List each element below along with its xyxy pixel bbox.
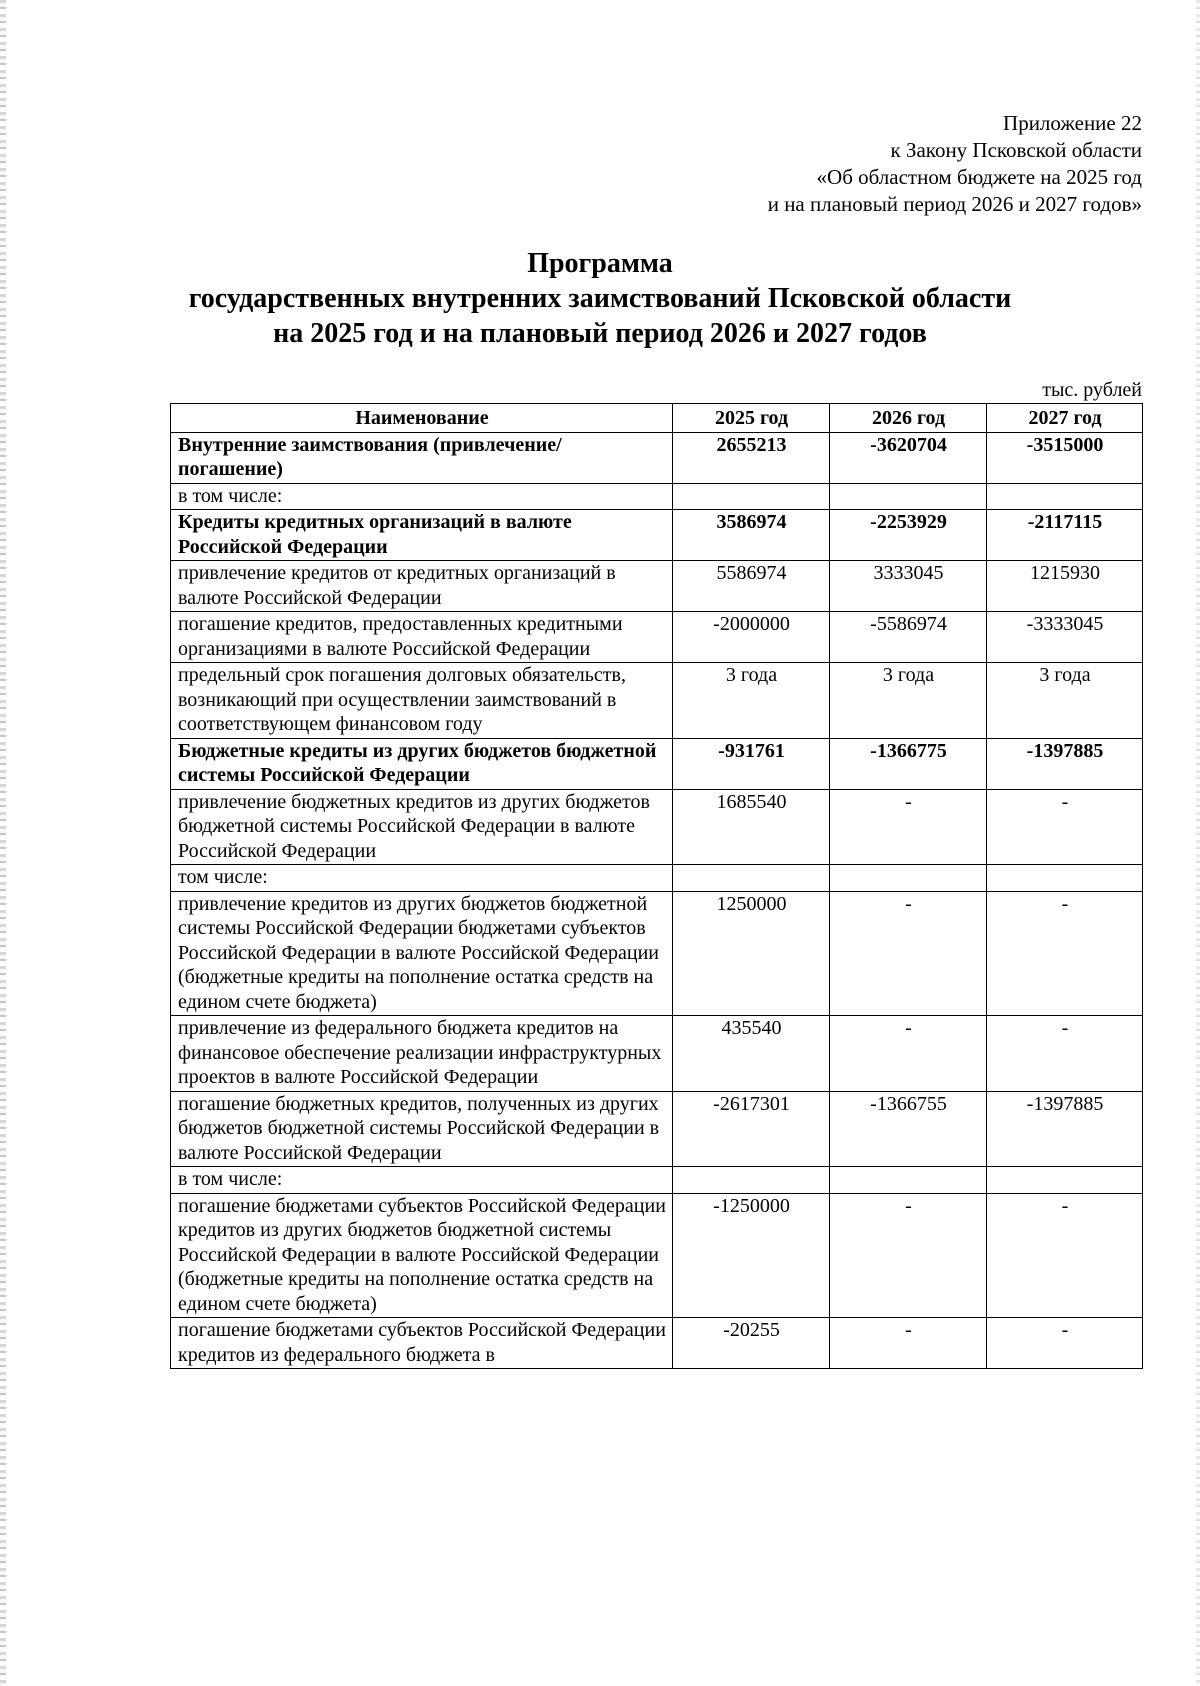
table-row: [171, 510, 1143, 561]
row-value-2026: -: [830, 891, 987, 1016]
row-value-2026: -: [830, 789, 987, 865]
row-value-2027: -3515000: [987, 432, 1143, 483]
row-value-2025: 2655213: [673, 432, 830, 483]
row-value-2026: [830, 1167, 987, 1194]
row-value-2027: -2117115: [987, 510, 1143, 561]
row-value-2026: -3620704: [830, 432, 987, 483]
row-name-cell: погашение бюджетами субъектов Российской Федерации кредитов из других бюджетов бюджетной системы Российской Федерации в валюте Российской Федерации (бюджетные кредиты на пополнение остатка средств на едином счете бюджета): [171, 1193, 673, 1318]
row-value-2027: [987, 483, 1143, 510]
table-row: [171, 483, 1143, 510]
row-value-2025: 5586974: [673, 561, 830, 612]
row-value-2025: -1250000: [673, 1193, 830, 1318]
table-row: [171, 1016, 1143, 1092]
document-title: [0, 246, 1200, 351]
row-value-2025: 3 года: [673, 663, 830, 739]
row-name-cell: Кредиты кредитных организаций в валюте Российской Федерации: [171, 510, 673, 561]
row-name-cell: погашение кредитов, предоставленных кредитными организациями в валюте Российской Федерации: [171, 612, 673, 663]
row-value-2026: -2253929: [830, 510, 987, 561]
table-row: [171, 1091, 1143, 1167]
row-name-cell: в том числе:: [171, 483, 673, 510]
row-value-2026: -5586974: [830, 612, 987, 663]
table-row: [171, 891, 1143, 1016]
row-name-cell: Внутренние заимствования (привлечение/погашение): [171, 432, 673, 483]
row-name-cell: предельный срок погашения долговых обязательств, возникающий при осуществлении заимствований в соответствующем финансовом году: [171, 663, 673, 739]
title-line: государственных внутренних заимствований Псковской области: [188, 283, 1012, 314]
row-value-2025: -2617301: [673, 1091, 830, 1167]
row-name-cell: в том числе:: [171, 1167, 673, 1194]
table-row: [171, 1318, 1143, 1369]
table-row: [171, 663, 1143, 739]
table-row: [171, 561, 1143, 612]
row-name-cell: погашение бюджетных кредитов, полученных из других бюджетов бюджетной системы Российской Федерации в валюте Российской Федерации: [171, 1091, 673, 1167]
header-2026: 2026 год: [830, 404, 987, 433]
row-value-2025: -20255: [673, 1318, 830, 1369]
row-value-2027: -: [987, 1016, 1143, 1092]
units-label: тыс. рублей: [1042, 379, 1142, 401]
row-value-2027: [987, 865, 1143, 892]
table-row: [171, 789, 1143, 865]
table-header-row: [171, 404, 1143, 433]
table-row: [171, 1193, 1143, 1318]
row-value-2026: 3333045: [830, 561, 987, 612]
row-value-2025: [673, 1167, 830, 1194]
row-value-2026: -1366775: [830, 738, 987, 789]
row-value-2025: 435540: [673, 1016, 830, 1092]
title-line: Программа: [527, 248, 673, 279]
row-name-cell: Бюджетные кредиты из других бюджетов бюджетной системы Российской Федерации: [171, 738, 673, 789]
row-value-2026: -: [830, 1016, 987, 1092]
row-value-2027: -: [987, 1318, 1143, 1369]
table-row: [171, 865, 1143, 892]
appendix-line: к Закону Псковской области: [890, 138, 1142, 162]
row-value-2027: 1215930: [987, 561, 1143, 612]
row-value-2027: -3333045: [987, 612, 1143, 663]
appendix-line: Приложение 22: [1003, 111, 1142, 135]
borrowing-program-table: [170, 403, 1143, 1369]
row-value-2026: -1366755: [830, 1091, 987, 1167]
table-body: [171, 432, 1143, 1369]
row-value-2025: -931761: [673, 738, 830, 789]
row-value-2025: 3586974: [673, 510, 830, 561]
row-name-cell: погашение бюджетами субъектов Российской Федерации кредитов из федерального бюджета в: [171, 1318, 673, 1369]
row-name-cell: привлечение кредитов от кредитных организаций в валюте Российской Федерации: [171, 561, 673, 612]
row-value-2026: [830, 483, 987, 510]
row-value-2025: [673, 865, 830, 892]
table-row: [171, 1167, 1143, 1194]
row-value-2025: 1250000: [673, 891, 830, 1016]
row-value-2027: 3 года: [987, 663, 1143, 739]
header-2025: 2025 год: [673, 404, 830, 433]
row-value-2025: 1685540: [673, 789, 830, 865]
appendix-line: и на плановый период 2026 и 2027 годов»: [767, 192, 1142, 216]
title-line: на 2025 год и на плановый период 2026 и 2027 годов: [273, 318, 927, 349]
table-row: [171, 738, 1143, 789]
row-value-2026: -: [830, 1318, 987, 1369]
table-row: [171, 432, 1143, 483]
row-value-2025: [673, 483, 830, 510]
row-value-2027: [987, 1167, 1143, 1194]
row-name-cell: привлечение из федерального бюджета кредитов на финансовое обеспечение реализации инфраструктурных проектов в валюте Российской Федерации: [171, 1016, 673, 1092]
row-name-cell: том числе:: [171, 865, 673, 892]
header-2027: 2027 год: [987, 404, 1143, 433]
row-value-2027: -: [987, 891, 1143, 1016]
row-value-2026: [830, 865, 987, 892]
row-value-2027: -: [987, 1193, 1143, 1318]
row-value-2025: -2000000: [673, 612, 830, 663]
row-value-2027: -1397885: [987, 738, 1143, 789]
row-value-2027: -: [987, 789, 1143, 865]
appendix-line: «Об областном бюджете на 2025 год: [816, 165, 1142, 189]
header-name: Наименование: [171, 404, 673, 433]
row-name-cell: привлечение кредитов из других бюджетов бюджетной системы Российской Федерации бюджетами субъектов Российской Федерации в валюте Российской Федерации (бюджетные кредиты на пополнение остатка средств на едином счете бюджета): [171, 891, 673, 1016]
table-row: [171, 612, 1143, 663]
row-value-2026: 3 года: [830, 663, 987, 739]
row-value-2026: -: [830, 1193, 987, 1318]
row-value-2027: -1397885: [987, 1091, 1143, 1167]
appendix-note: [768, 110, 1142, 218]
row-name-cell: привлечение бюджетных кредитов из других бюджетов бюджетной системы Российской Федерации в валюте Российской Федерации: [171, 789, 673, 865]
